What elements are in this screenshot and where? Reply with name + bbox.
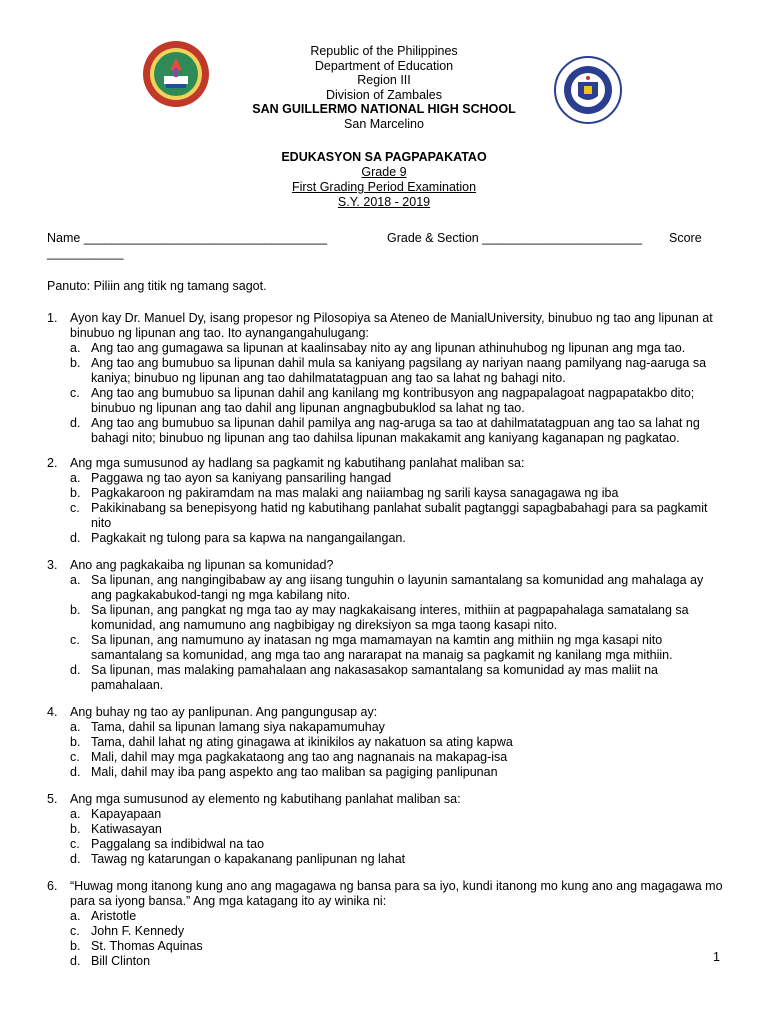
choice-letter: c. [70,386,80,400]
choice-letter: b. [70,486,81,500]
choice-letter: d. [70,954,81,968]
question-text: Ano ang pagkakaiba ng lipunan sa komunidad? [70,558,334,572]
choice-b[interactable] [70,939,427,954]
choice-text: Pakikinabang sa benepisyong hatid ng kabutihang panlahat subalit pagtanggi sapagbabahagi para sa pagkamit nito [91,501,708,530]
choice-text: John F. Kennedy [91,924,185,938]
choice-letter: b. [70,939,81,953]
exam-title-block [0,150,768,210]
choice-c[interactable] [70,750,727,765]
choice-letter: c. [70,633,80,647]
choice-text: Ang tao ang gumagawa sa lipunan at kaalinsabay nito ay ang lipunan athinuhubog ng lipunan ang mga tao. [91,341,686,355]
score-label: Score [669,231,702,245]
choice-letter: a. [70,341,81,355]
score-field[interactable]: ___________ [47,246,124,260]
choice-letter: d. [70,663,81,677]
choice-a[interactable] [70,573,727,603]
choice-b[interactable] [70,603,727,633]
choice-c[interactable] [70,633,727,663]
header-department: Department of Education [314,58,454,73]
choice-text: Ang tao ang bumubuo sa lipunan dahil pamilya ang nag-aruga sa tao at dahilmatatagpuan ang tao sa lahat ng bahagi nito; binubuo ng lipunan ang tao dahilsa lipunan makakamit ang kaniyang kaganapan ng pagkatao. [91,416,700,445]
question-2 [47,456,727,546]
choice-letter: a. [70,471,81,485]
choice-d[interactable] [70,663,727,693]
choice-text: St. Thomas Aquinas [91,939,203,953]
choice-text: Paggalang sa indibidwal na tao [91,837,265,851]
choice-text: Pagkakaroon ng pakiramdam na mas malaki ang naiiambag ng sarili kaysa sanagagawa ng iba [91,486,619,500]
name-field[interactable]: Name ___________________________________ [47,231,328,245]
choice-b[interactable] [70,486,727,501]
header-republic: Republic of the Philippines [310,44,458,58]
choice-text: Tama, dahil lahat ng ating ginagawa at ikinikilos ay nakatuon sa ating kapwa [91,735,513,749]
choice-text: Tama, dahil sa lipunan lamang siya nakapamumuhay [91,720,385,734]
letterhead [0,44,768,131]
choice-list [70,573,727,693]
header-school: SAN GUILLERMO NATIONAL HIGH SCHOOL [252,102,516,116]
exam-period: First Grading Period Examination [291,180,477,194]
choice-letter: b. [70,356,81,370]
question-4 [47,705,727,780]
question-number: 4. [47,705,58,719]
page-number: 1 [713,950,720,964]
choice-text: Ang tao ang bumubuo sa lipunan dahil ang kanilang mg kontribusyon ang nagpapalagoat nagpapatakbo dito; binubuo ng lipunan ang tao dahil ang lipunan angnagbubuklod sa lahat ng tao. [91,386,695,415]
choice-letter: a. [70,573,81,587]
question-number: 2. [47,456,58,470]
header-town: San Marcelino [344,116,424,131]
choice-b[interactable] [70,735,727,750]
choice-d[interactable] [70,531,727,546]
choice-letter: b. [70,603,81,617]
choice-text: Paggawa ng tao ayon sa kaniyang pansariling hangad [91,471,392,485]
choice-text: Aristotle [91,909,137,923]
choice-d[interactable] [70,954,427,969]
choice-text: Bill Clinton [91,954,151,968]
choice-c[interactable] [70,924,427,939]
choice-a[interactable] [70,807,727,822]
choice-letter: d. [70,416,81,430]
question-1 [47,311,727,446]
exam-school-year: S.Y. 2018 - 2019 [337,195,431,209]
choice-d[interactable] [70,416,727,446]
question-3 [47,558,727,693]
choice-letter: c. [70,837,80,851]
choice-letter: b. [70,822,81,836]
header-division: Division of Zambales [325,87,442,102]
choice-a[interactable] [70,471,727,486]
exam-subject: EDUKASYON SA PAGPAPAKATAO [281,150,487,164]
choice-text: Mali, dahil may iba pang aspekto ang tao maliban sa pagiging panlipunan [91,765,498,779]
question-text: Ang mga sumusunod ay hadlang sa pagkamit ng kabutihang panlahat maliban sa: [70,456,525,470]
question-5 [47,792,727,867]
choice-list [70,807,727,867]
choice-a[interactable] [70,720,727,735]
choice-a[interactable] [70,909,427,924]
choice-c[interactable] [70,501,727,531]
choice-b[interactable] [70,356,727,386]
choice-letter: c. [70,924,80,938]
choice-d[interactable] [70,852,727,867]
choice-text: Pagkakait ng tulong para sa kapwa na nangangailangan. [91,531,406,545]
choice-text: Sa lipunan, ang nangingibabaw ay ang iisang tunguhin o layunin samantalang sa komunidad ang mahalaga ay ang pagkakabukod-tangi ng mga kabilang nito. [91,573,704,602]
choice-c[interactable] [70,386,727,416]
exam-grade: Grade 9 [361,165,407,179]
grade-section-field[interactable]: Grade & Section _______________________ [387,231,643,245]
choice-letter: d. [70,765,81,779]
choice-letter: c. [70,501,80,515]
question-number: 5. [47,792,58,806]
choice-text: Kapayapaan [91,807,162,821]
header-region: Region III [357,73,411,87]
question-text: “Huwag mong itanong kung ano ang magagawa ng bansa para sa iyo, kundi itanong mo kung ano ang magagawa mo para sa iyong bansa.” Ang mga katagang ito ay winika ni: [70,879,723,908]
question-text: Ang mga sumusunod ay elemento ng kabutihang panlahat maliban sa: [70,792,461,806]
choice-letter: a. [70,807,81,821]
choice-text: Sa lipunan, ang pangkat ng mga tao ay may nagkakaisang interes, mithiin at pagpapahalaga samatalang sa komunidad, ang namumuno ang nagbibigay ng direksiyon sa mga taong kasapi nito. [91,603,689,632]
choice-letter: a. [70,909,81,923]
choice-letter: a. [70,720,81,734]
choice-text: Sa lipunan, ang namumuno ay inatasan ng mga mamamayan na kamtin ang mithiin ng mga kasapi nito samantalang sa komunidad, ang mga tao ang nararapat na manaig sa pagkamit ng kanilang mga mithiin. [91,633,673,662]
choice-list [70,720,727,780]
question-text: Ang buhay ng tao ay panlipunan. Ang pangungusap ay: [70,705,378,719]
choice-d[interactable] [70,765,727,780]
choice-text: Tawag ng katarungan o kapakanang panlipunan ng lahat [91,852,406,866]
choice-letter: c. [70,750,80,764]
choice-letter: d. [70,852,81,866]
choice-letter: d. [70,531,81,545]
choice-text: Ang tao ang bumubuo sa lipunan dahil mula sa kaniyang pagsilang ay nariyan naang pamilyang nag-aaruga sa kaniya; binubuo ng lipunan ang tao dahilmatatagpuan ang tao sa lahat ng bahagi nito. [91,356,707,385]
choice-a[interactable] [70,341,727,356]
choice-letter: b. [70,735,81,749]
choice-grid [70,909,727,969]
choice-c[interactable] [70,837,727,852]
student-info-row [47,231,727,263]
choice-text: Mali, dahil may mga pagkakataong ang tao ang nagnanais na makapag-isa [91,750,508,764]
question-number: 6. [47,879,58,893]
question-6 [47,879,727,969]
instructions: Panuto: Piliin ang titik ng tamang sagot. [47,279,267,293]
question-text: Ayon kay Dr. Manuel Dy, isang propesor ng Pilosopiya sa Ateneo de ManialUniversity, binubuo ng tao ang lipunan at binubuo ng lipunan ang tao. Ito aynangangahulugang: [70,311,713,340]
choice-list [70,341,727,446]
choice-b[interactable] [70,822,727,837]
choice-text: Katiwasayan [91,822,162,836]
question-number: 1. [47,311,58,325]
choice-list [70,471,727,546]
choice-text: Sa lipunan, mas malaking pamahalaan ang nakasasakop samantalang sa komunidad ay mas maliit na pamahalaan. [91,663,659,692]
question-number: 3. [47,558,58,572]
